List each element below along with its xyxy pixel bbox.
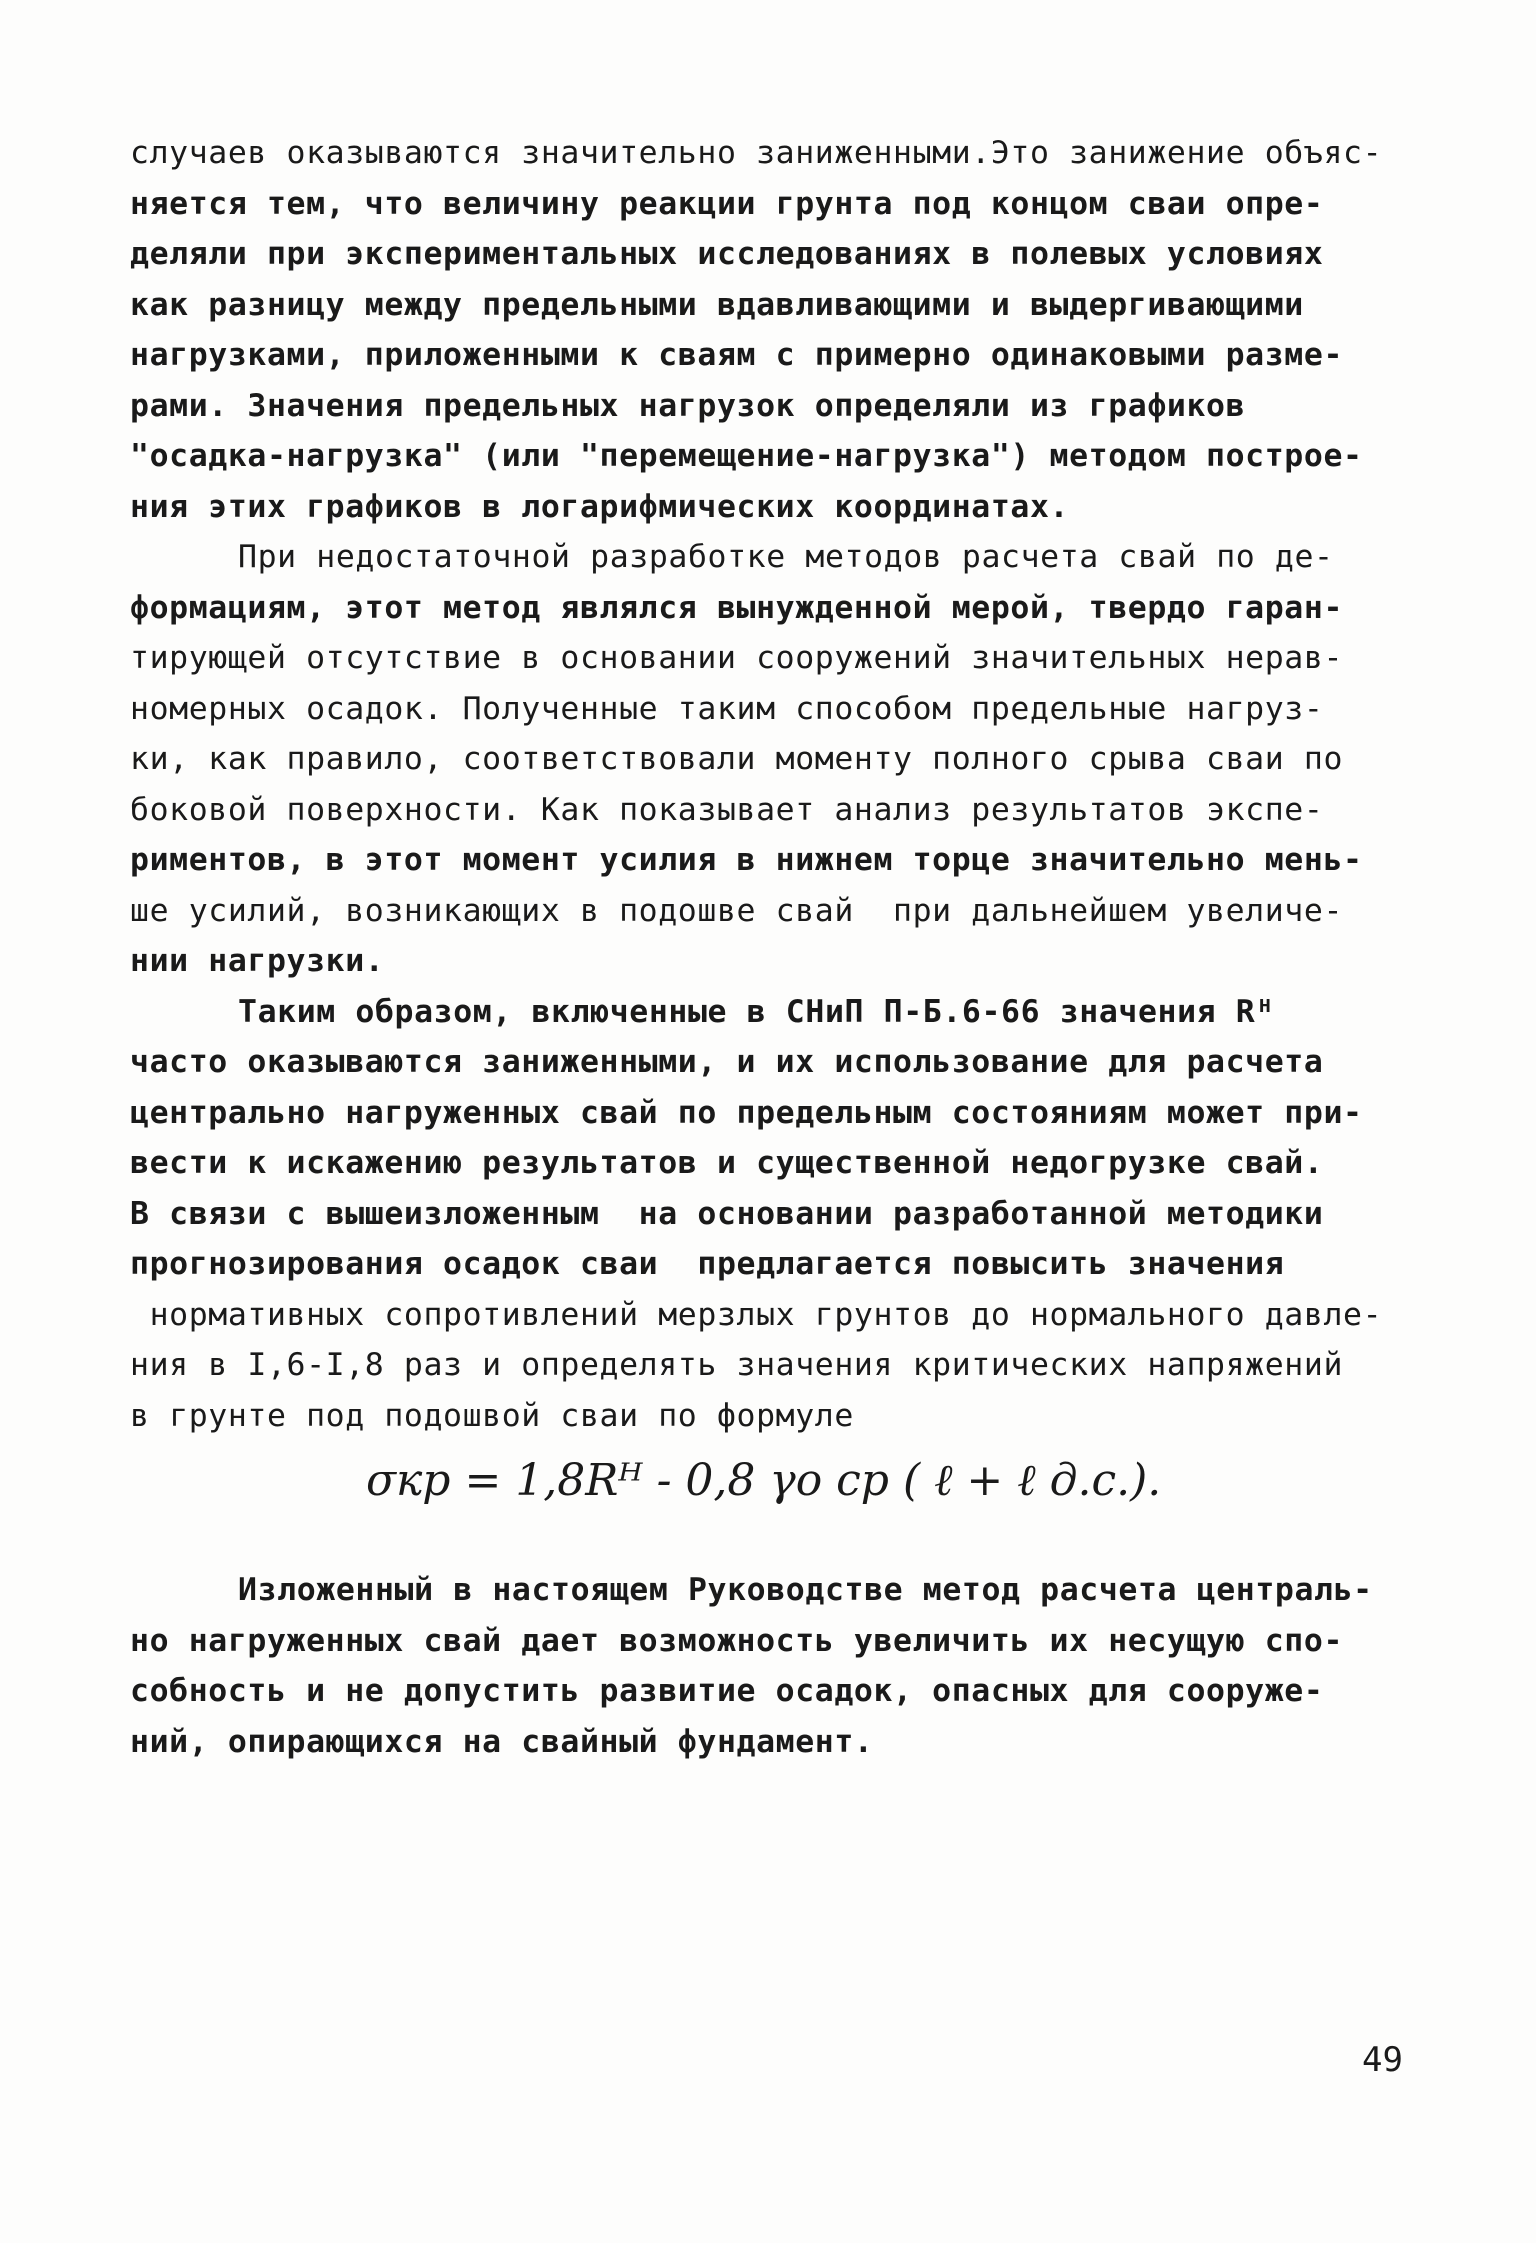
text-line: нормативных сопротивлений мерзлых грунтов до нормального давле-: [130, 1296, 1383, 1333]
final-paragraph: [130, 1565, 1420, 1767]
text-line: риментов, в этот момент усилия в нижнем торце значительно мень-: [130, 842, 1363, 878]
text-line: нии нагрузки.: [130, 943, 385, 979]
text-line: нагрузками, приложенными к сваям с примерно одинаковыми разме-: [130, 337, 1344, 373]
text-line: как разницу между предельными вдавливающими и выдергивающими: [130, 286, 1304, 323]
text-line: Таким образом, включенные в СНиП П-Б.6-66 значения Rᴴ: [238, 993, 1275, 1030]
text-line: ний, опирающихся на свайный фундамент.: [130, 1723, 874, 1760]
text-line: В связи с вышеизложенным на основании разработанной методики: [130, 1195, 1324, 1232]
text-line: ше усилий, возникающих в подошве свай при дальнейшем увеличе-: [130, 892, 1344, 929]
text-line: ния этих графиков в логарифмических координатах.: [130, 488, 1070, 525]
text-line: прогнозирования осадок сваи предлагается повысить значения: [130, 1246, 1285, 1282]
handwritten-formula: σкр = 1,8Rᴴ - 0,8 γо ср ( ℓ + ℓ д.с.).: [366, 1455, 1162, 1506]
page-number: 49: [1362, 2040, 1403, 2080]
text-line: ки, как правило, соответствовали моменту полного срыва сваи по: [130, 741, 1344, 777]
text-line: деляли при экспериментальных исследованиях в полевых условиях: [130, 236, 1324, 272]
text-line: рами. Значения предельных нагрузок определяли из графиков: [130, 387, 1246, 424]
text-line: боковой поверхности. Как показывает анализ результатов экспе-: [130, 791, 1324, 828]
text-line: номерных осадок. Полученные таким способом предельные нагруз-: [130, 690, 1324, 727]
text-line: случаев оказываются значительно заниженными.Это занижение объяс-: [130, 135, 1383, 171]
text-line: часто оказываются заниженными, и их использование для расчета: [130, 1044, 1324, 1080]
text-line: ния в I,6-I,8 раз и определять значения критических напряжений: [130, 1347, 1344, 1383]
text-line: в грунте под подошвой сваи по формуле: [130, 1397, 854, 1434]
text-line: вести к искажению результатов и существенной недогрузке свай.: [130, 1145, 1324, 1181]
main-text: [130, 128, 1420, 1441]
text-line: няется тем, что величину реакции грунта под концом сваи опре-: [130, 185, 1324, 222]
text-line: тирующей отсутствие в основании сооружений значительных нерав-: [130, 640, 1344, 676]
text-line: формациям, этот метод являлся вынужденной мерой, твердо гаран-: [130, 589, 1344, 626]
text-line: Изложенный в настоящем Руководстве метод расчета централь-: [238, 1572, 1373, 1608]
text-line: центрально нагруженных свай по предельным состояниям может при-: [130, 1094, 1363, 1131]
text-line: собность и не допустить развитие осадок, опасных для сооруже-: [130, 1673, 1324, 1709]
text-line: "осадка-нагрузка" (или "перемещение-нагрузка") методом построе-: [130, 438, 1363, 474]
text-line: При недостаточной разработке методов расчета свай по де-: [238, 539, 1334, 575]
text-line: но нагруженных свай дает возможность увеличить их несущую спо-: [130, 1622, 1344, 1659]
